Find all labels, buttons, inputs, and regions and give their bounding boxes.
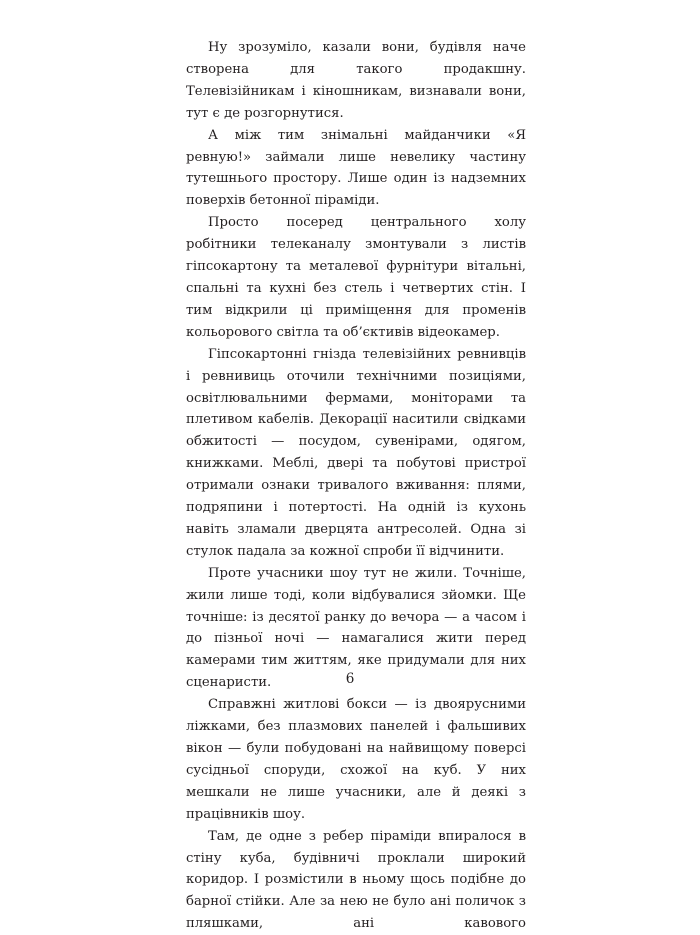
paragraph-7: Там, де одне з ребер піраміди впиралося в стіну куба, будівничі проклали широкий коридор. І розмістили в ньому щось подібне до барної стійки. Але за нею не було ані поличок з пляшками, ані кавового: [186, 828, 526, 932]
paragraph-5: Проте учасники шоу тут не жили. Точніше, жили лише тоді, коли відбувалися зйомки. Ще точніше: із десятої ранку до вечора — а часом і до пізньої ночі — намагалися жити перед камерами тим життям, яке придумали для них сценаристи.: [186, 565, 526, 691]
book-page-text: [186, 37, 526, 935]
paragraph-1: Ну зрозуміло, казали вони, будівля наче створена для такого продакшну. Телевізійникам і кіношникам, визнавали вони, тут є де розгорнутися.: [186, 40, 526, 121]
paragraph-4: Гіпсокартонні гнізда телевізійних ревнивців і ревнивиць оточили технічними позиціями, освітлювальними фермами, моніторами та плетивом кабелів. Декорації наситили свідками обжитості — посудом, сувенірами, одягом, книжками. Меблі, двері та побутові пристрої отримали ознаки тривалого вживання: плями, подряпини і потертості. На одній із кухонь навіть зламали дверцята антресолей. Одна зі стулок падала за кожної спроби її відчинити.: [186, 346, 526, 559]
paragraph-6: Справжні житлові бокси — із двоярусними ліжками, без плазмових панелей і фальшивих вікон — були побудовані на найвищому поверсі сусідньої споруди, схожої на куб. У них мешкали не лише учасники, але й деякі з працівників шоу.: [186, 697, 526, 822]
paragraph-2: А між тим знімальні майданчики «Я ревную!» займали лише невелику частину тутешнього простору. Лише один із надземних поверхів бетонної піраміди.: [186, 127, 526, 209]
paragraph-3: Просто посеред центрального холу робітники телеканалу змонтували з листів гіпсокартону та металевої фурнітури вітальні, спальні та кухні без стель і четвертих стін. І тим відкрили ці приміщення для променів кольорового світла та об’єктивів відеокамер.: [186, 215, 526, 340]
page-number: 6: [345, 671, 355, 687]
